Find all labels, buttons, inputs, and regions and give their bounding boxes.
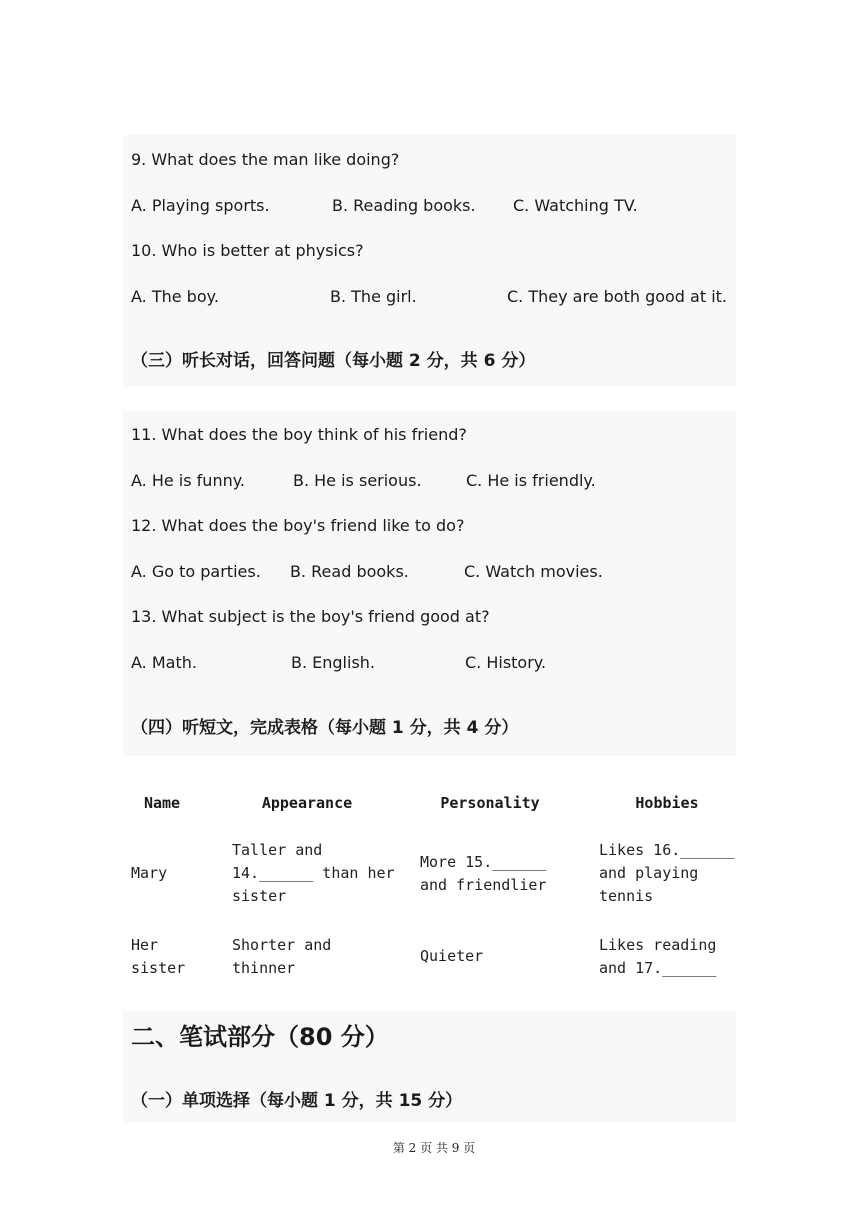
question-12: 12. What does the boy's friend like to do? — [131, 516, 465, 535]
table-cell-appearance-row2 — [232, 934, 331, 980]
table-cell-personality-row1 — [420, 851, 546, 897]
cell-line: Her — [131, 936, 159, 954]
cell-line: More 15.______ — [420, 853, 547, 871]
question-9: 9. What does the man like doing? — [131, 150, 400, 169]
cell-line: 14.______ than her — [232, 864, 395, 882]
q13-option-b: B. English. — [291, 653, 376, 672]
cell-line: and 17.______ — [599, 959, 717, 977]
q10-option-a: A. The boy. — [131, 287, 219, 306]
q9-option-b: B. Reading books. — [332, 196, 476, 215]
q13-option-a: A. Math. — [131, 653, 197, 672]
table-cell-name-row1 — [131, 862, 167, 885]
q13-option-c: C. History. — [465, 653, 547, 672]
cell-line: sister — [131, 959, 186, 977]
cell-line: Mary — [131, 864, 168, 882]
q11-option-c: C. He is friendly. — [466, 471, 596, 490]
cell-line: thinner — [232, 959, 296, 977]
question-13: 13. What subject is the boy's friend good at? — [131, 607, 490, 626]
table-cell-appearance-row1 — [232, 839, 395, 908]
table-cell-personality-row2 — [420, 945, 483, 968]
q12-option-c: C. Watch movies. — [464, 562, 603, 581]
page-footer: 第 2 页 共 9 页 — [392, 1141, 476, 1155]
table-header-appearance: Appearance — [261, 794, 353, 812]
cell-line: sister — [232, 887, 287, 905]
table-header-name: Name — [143, 794, 181, 812]
cell-line: Shorter and — [232, 936, 332, 954]
question-10: 10. Who is better at physics? — [131, 241, 364, 260]
table-cell-hobbies-row2 — [599, 934, 716, 980]
cell-line: Taller and — [232, 841, 323, 859]
written-subsection-title: （一）单项选择（每小题 1 分，共 15 分） — [131, 1091, 463, 1111]
q12-option-a: A. Go to parties. — [131, 562, 261, 581]
cell-line: Likes reading — [599, 936, 717, 954]
q11-option-a: A. He is funny. — [131, 471, 245, 490]
cell-line: Quieter — [420, 947, 484, 965]
section-4-title: （四）听短文，完成表格（每小题 1 分，共 4 分） — [131, 718, 519, 738]
q9-option-c: C. Watching TV. — [513, 196, 638, 215]
q10-option-b: B. The girl. — [330, 287, 417, 306]
table-header-hobbies: Hobbies — [635, 794, 699, 812]
cell-line: and playing — [599, 864, 699, 882]
question-11: 11. What does the boy think of his friend? — [131, 425, 467, 444]
table-cell-hobbies-row1 — [599, 839, 734, 908]
listening-block-middle — [123, 411, 736, 756]
section-3-title: （三）听长对话，回答问题（每小题 2 分，共 6 分） — [131, 351, 536, 371]
q11-option-b: B. He is serious. — [293, 471, 422, 490]
q12-option-b: B. Read books. — [290, 562, 409, 581]
written-section-title: 二、笔试部分（80 分） — [131, 1023, 389, 1051]
cell-line: tennis — [599, 887, 654, 905]
cell-line: Likes 16.______ — [599, 841, 735, 859]
cell-line: and friendlier — [420, 876, 547, 894]
table-cell-name-row2 — [131, 934, 185, 980]
q10-option-c: C. They are both good at it. — [507, 287, 728, 306]
table-header-personality: Personality — [440, 794, 540, 812]
q9-option-a: A. Playing sports. — [131, 196, 270, 215]
